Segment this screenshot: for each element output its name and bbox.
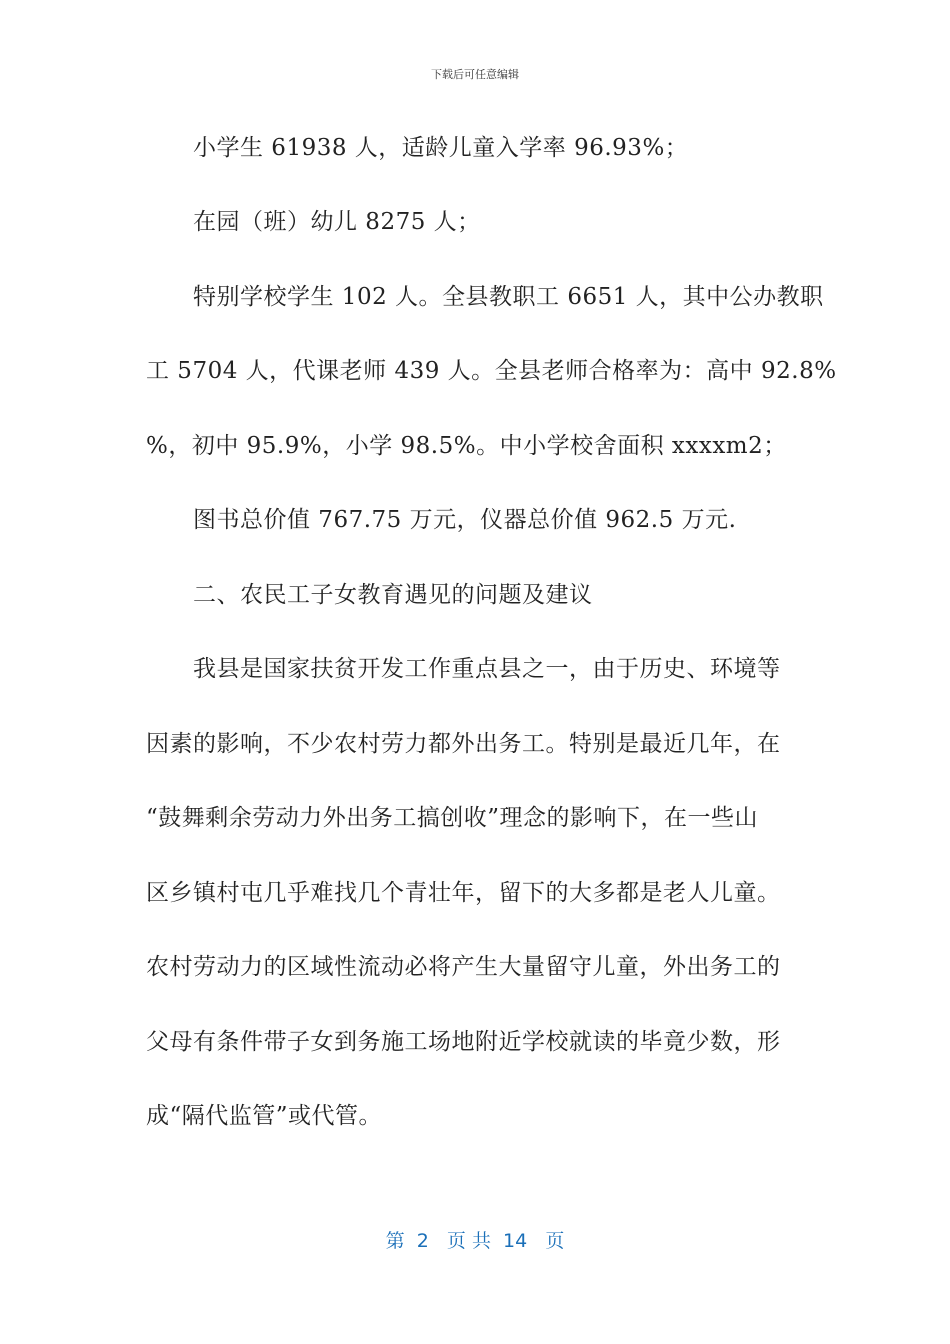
page-header-note: 下载后可任意编辑: [431, 68, 519, 81]
section-heading: 二、农民工子女教育遇见的问题及建议: [193, 582, 593, 608]
text-line: 农村劳动力的区域性流动必将产生大量留守儿童，外出务工的: [146, 954, 781, 980]
text-line: 成“隔代监管”或代管。: [146, 1103, 383, 1129]
text-line: 特别学校学生 102 人。全县教职工 6651 人，其中公办教职: [193, 284, 824, 310]
page-number-footer: 第 2 页 共 14 页: [385, 1230, 565, 1252]
text-line: 工 5704 人，代课老师 439 人。全县老师合格率为：高中 92.8%: [146, 358, 837, 384]
text-line: 小学生 61938 人，适龄儿童入学率 96.93%；: [193, 135, 689, 161]
text-line: %，初中 95.9%，小学 98.5%。中小学校舍面积 xxxxm2；: [146, 433, 787, 459]
text-line: 父母有条件带子女到务施工场地附近学校就读的毕竟少数，形: [146, 1029, 781, 1055]
text-line: 图书总价值 767.75 万元，仪器总价值 962.5 万元.: [193, 507, 737, 533]
text-line: 区乡镇村屯几乎难找几个青壮年，留下的大多都是老人儿童。: [146, 880, 781, 906]
text-line: 在园（班）幼儿 8275 人；: [193, 209, 481, 235]
text-line: 我县是国家扶贫开发工作重点县之一，由于历史、环境等: [193, 656, 781, 682]
text-line: “鼓舞剩余劳动力外出务工搞创收”理念的影响下，在一些山: [146, 805, 759, 831]
text-line: 因素的影响，不少农村劳力都外出务工。特别是最近几年，在: [146, 731, 781, 757]
